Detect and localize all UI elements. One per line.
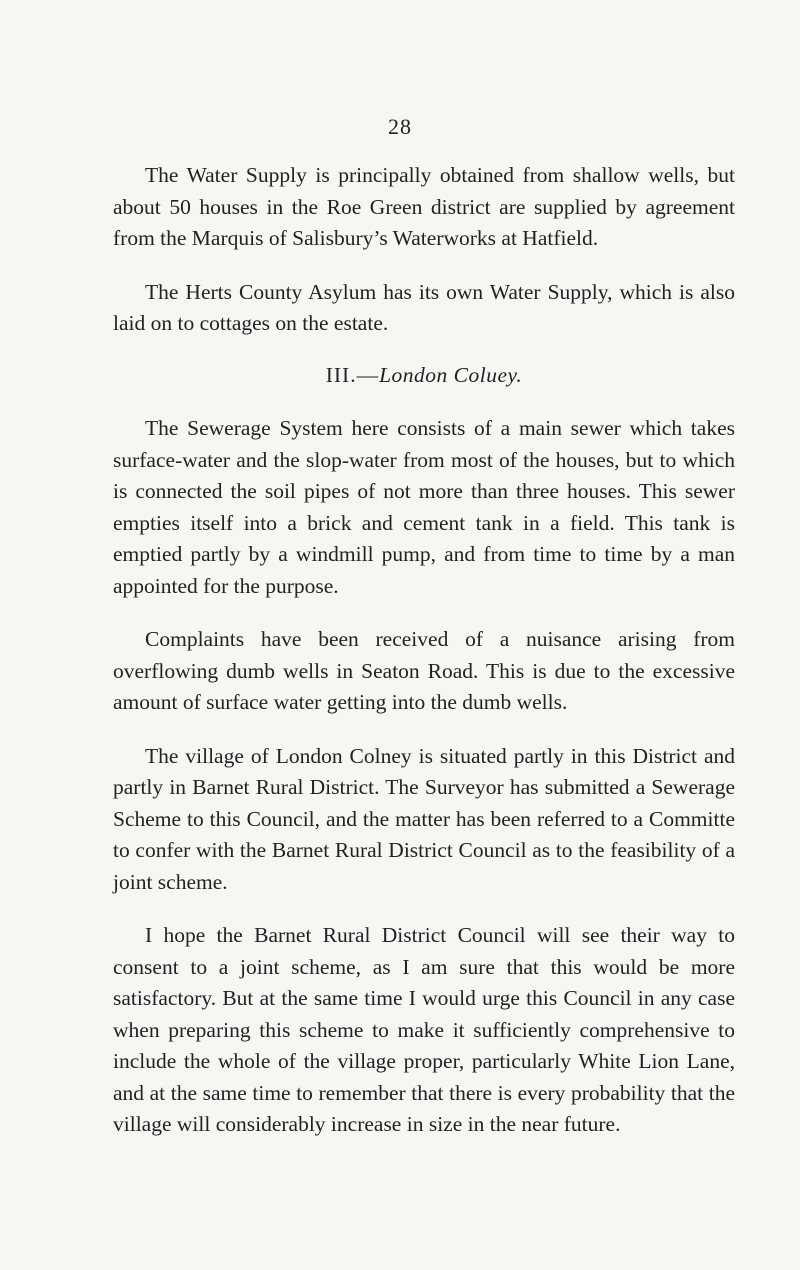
section-heading bbox=[113, 360, 735, 392]
body-text bbox=[113, 160, 735, 1163]
page-number: 28 bbox=[388, 114, 412, 139]
section-numeral: III.— bbox=[325, 362, 380, 387]
paragraph-complaints: Complaints have been received of a nuisance arising from overflowing dumb wells in Seaton Road. This is due to the excessive amount of surface water getting into the dumb wells. bbox=[113, 627, 735, 714]
section-place: London Coluey. bbox=[379, 362, 523, 387]
paragraph-asylum-water: The Herts County Asylum has its own Water Supply, which is also laid on to cottages on the estate. bbox=[113, 279, 735, 335]
paragraph-joint-scheme-hope: I hope the Barnet Rural District Council will see their way to consent to a joint scheme, as I am sure that this would be more satisfactory. But at the same time I would urge this Council in any case when preparing this scheme to make it sufficiently comprehensive to include the whole of the village proper, particularly White Lion Lane, and at the same time to remember that there is every probability that the village will considerably increase in size in the near future. bbox=[113, 923, 735, 1136]
paragraph-water-supply: The Water Supply is principally obtained from shallow wells, but about 50 houses in the Roe Green district are supplied by agreement from the Marquis of Salisbury’s Waterworks at Hatfield. bbox=[113, 163, 735, 250]
paragraph-sewerage-system: The Sewerage System here consists of a main sewer which takes surface-water and the slop-water from most of the houses, but to which is connected the soil pipes of not more than three houses. This sewer empties itself into a brick and cement tank in a field. This tank is emptied partly by a windmill pump, and from time to time by a man appointed for the purpose. bbox=[113, 416, 735, 598]
paragraph-village-scheme: The village of London Colney is situated partly in this District and partly in Barnet Rural District. The Surveyor has submitted a Sewerage Scheme to this Council, and the matter has been referred to a Committe to confer with the Barnet Rural District Council as to the feasibility of a joint scheme. bbox=[113, 743, 735, 894]
